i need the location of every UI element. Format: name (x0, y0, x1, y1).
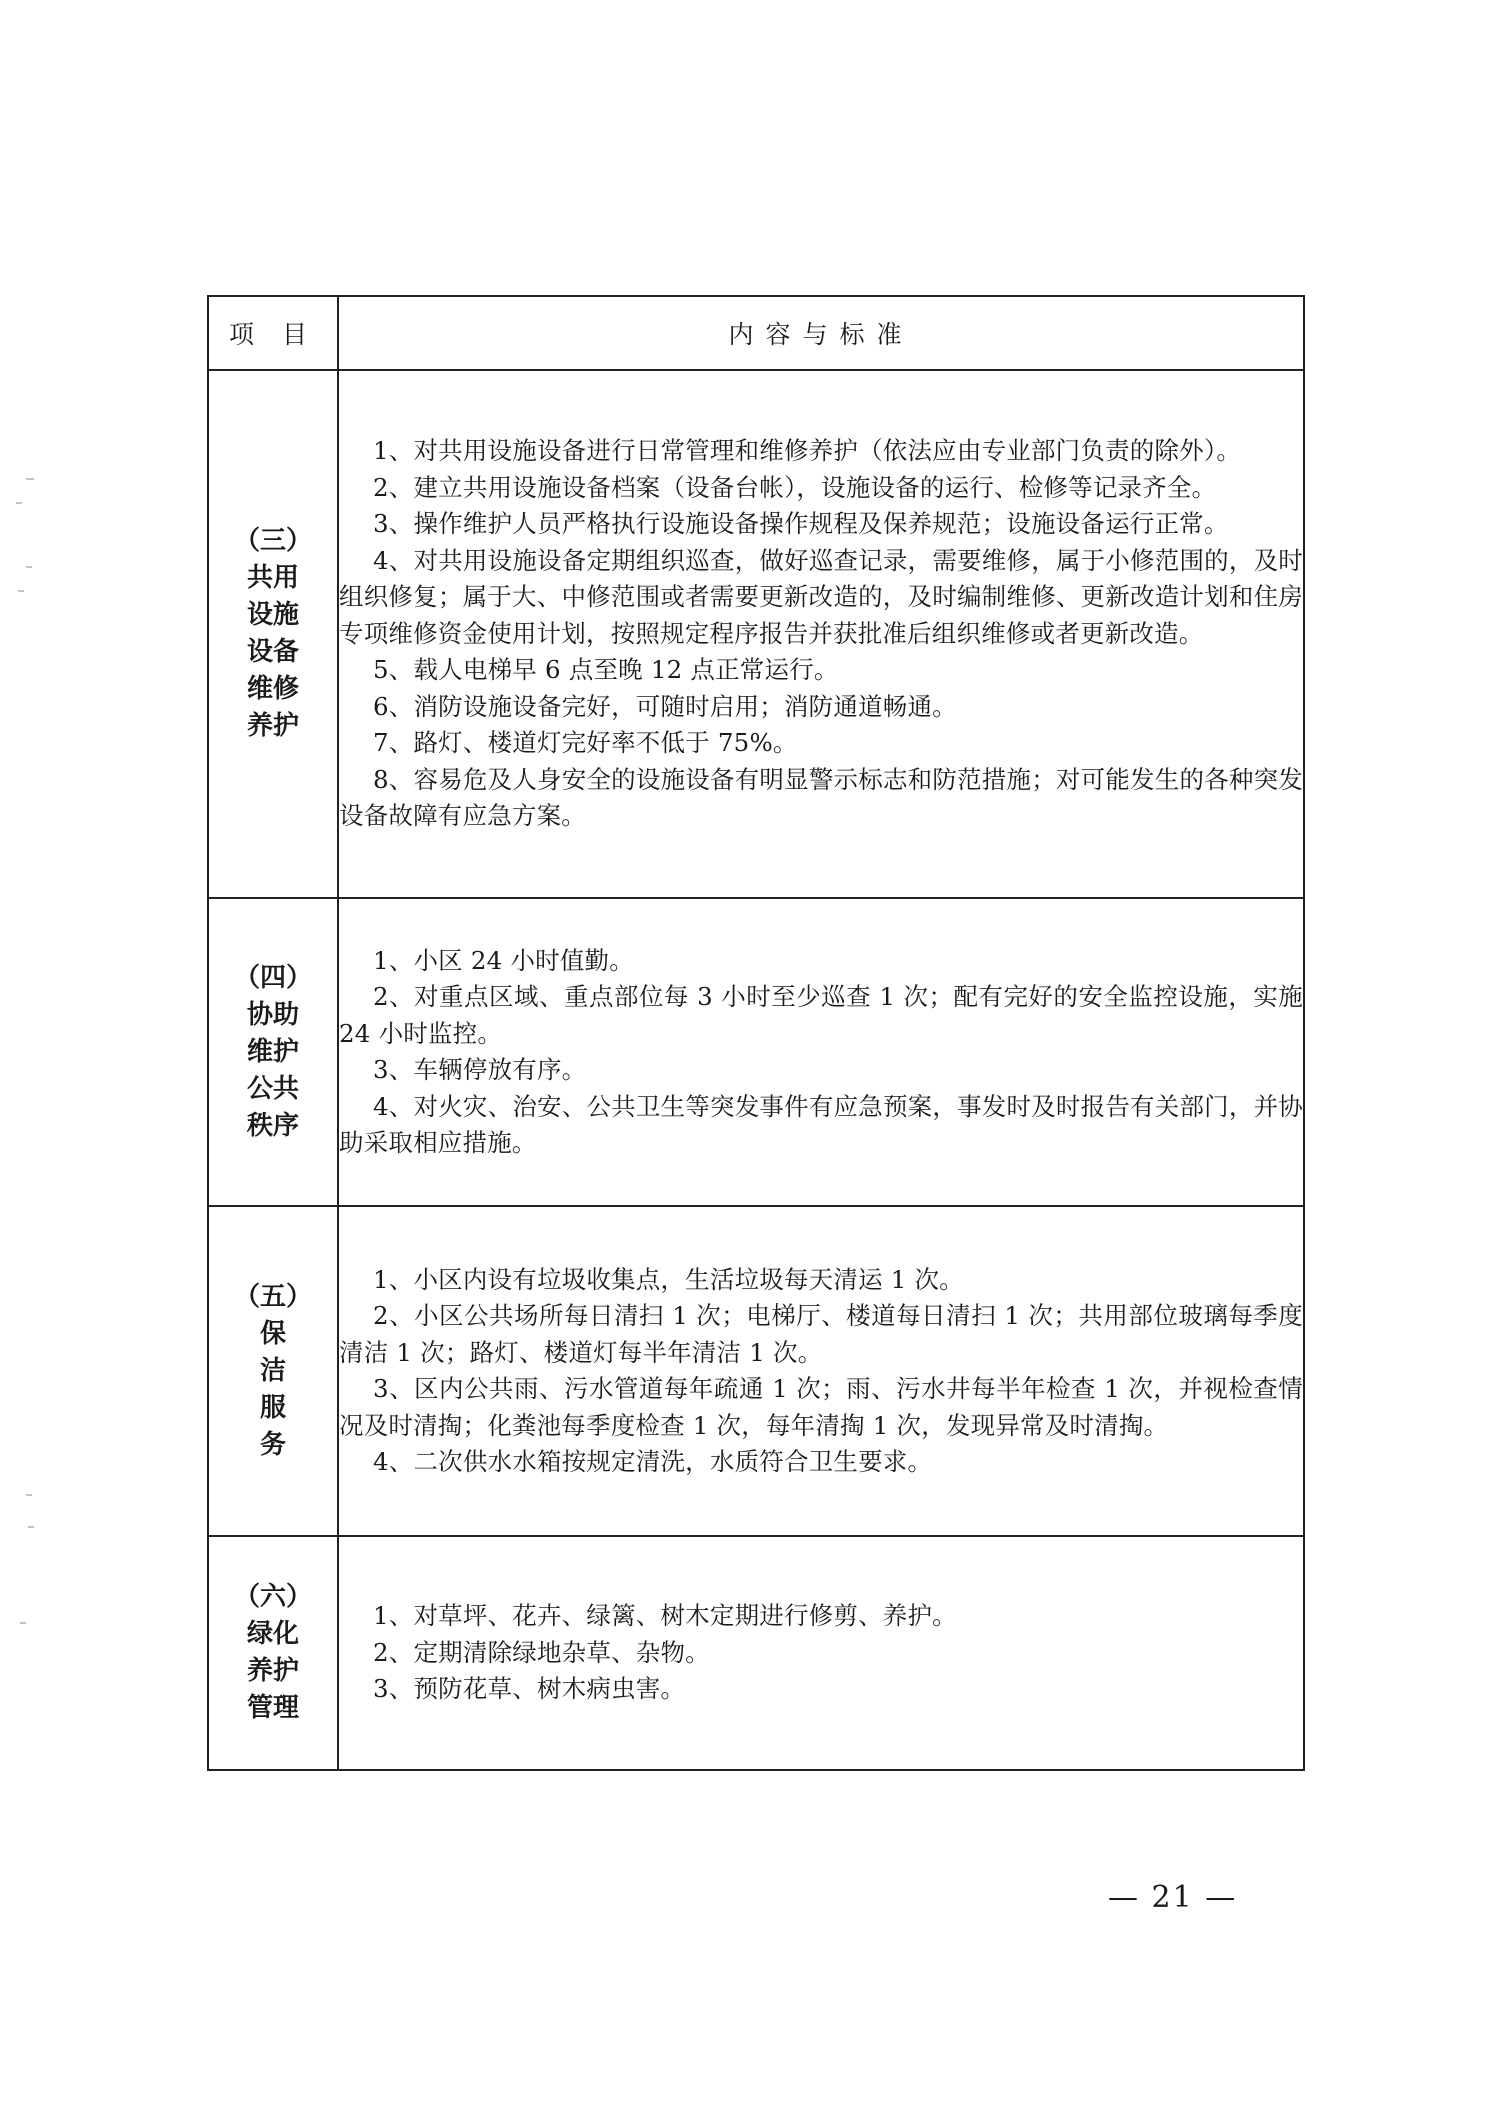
item-cell (208, 1206, 338, 1536)
item-number: （三） (233, 526, 312, 556)
standard-paragraph: 1、小区 24 小时值勤。 (373, 945, 634, 975)
page-number: — 21 — (1108, 1880, 1238, 1915)
standard-paragraph: 2、定期清除绿地杂草、杂物。 (373, 1637, 710, 1667)
scan-mark (18, 590, 24, 592)
standard-paragraph: 5、载人电梯早 6 点至晚 12 点正常运行。 (373, 655, 839, 685)
item-title-line: 养护 (246, 711, 299, 741)
standard-paragraph: 6、消防设施设备完好，可随时启用；消防通道畅通。 (373, 691, 957, 721)
table-row (208, 370, 1304, 898)
standard-paragraph: 3、操作维护人员严格执行设施设备操作规程及保养规范；设施设备运行正常。 (373, 509, 1229, 539)
item-title-line: 设施 (246, 600, 299, 630)
header-item: 项 目 (208, 296, 338, 370)
item-title-line: 秩序 (246, 1110, 299, 1141)
standard-paragraph: 3、区内公共雨、污水管道每年疏通 1 次；雨、污水井每半年检查 1 次，并视检查情况及时清掏；化粪池每季度检查 1 次，每年清掏 1 次，发现异常及时清掏。 (339, 1374, 1303, 1440)
item-title-line: 绿化 (246, 1619, 299, 1649)
item-title-line: 务 (259, 1429, 286, 1460)
item-title-line: 服 (259, 1392, 286, 1423)
item-title-line: 共用 (246, 563, 299, 593)
table-header-row (208, 296, 1304, 370)
header-content: 内容与标准 (338, 296, 1304, 370)
content-cell (338, 1536, 1304, 1770)
item-title-line: 公共 (246, 1073, 299, 1104)
scan-mark (28, 1526, 34, 1528)
content-cell (338, 1206, 1304, 1536)
scan-mark (26, 566, 32, 568)
item-cell (208, 1536, 338, 1770)
scan-mark (16, 502, 22, 504)
item-cell (208, 898, 338, 1206)
scan-mark (26, 478, 34, 480)
item-number: （六） (233, 1582, 312, 1612)
content-cell (338, 898, 1304, 1206)
standard-paragraph: 4、二次供水水箱按规定清洗，水质符合卫生要求。 (373, 1447, 933, 1476)
standard-paragraph: 4、对共用设施设备定期组织巡查，做好巡查记录，需要维修，属于小修范围的，及时组织修复；属于大、中修范围或者需要更新改造的，及时编制维修、更新改造计划和住房专项维修资金使用计划，按照规定程序报告并获批准后组织维修或者更新改造。 (339, 545, 1303, 648)
standard-paragraph: 2、对重点区域、重点部位每 3 小时至少巡查 1 次；配有完好的安全监控设施，实施 24 小时监控。 (339, 982, 1303, 1048)
table-row (208, 898, 1304, 1206)
standard-paragraph: 3、车辆停放有序。 (373, 1055, 587, 1084)
item-number: （四） (233, 962, 312, 993)
scan-mark (26, 1494, 32, 1496)
standard-paragraph: 1、对草坪、花卉、绿篱、树木定期进行修剪、养护。 (373, 1601, 957, 1631)
standard-paragraph: 4、对火灾、治安、公共卫生等突发事件有应急预案，事发时及时报告有关部门，并协助采取相应措施。 (339, 1091, 1303, 1157)
standard-paragraph: 3、预防花草、树木病虫害。 (373, 1674, 686, 1704)
item-title-line: 维护 (246, 1036, 299, 1067)
standard-paragraph: 2、小区公共场所每日清扫 1 次；电梯厅、楼道每日清扫 1 次；共用部位玻璃每季度清洁 1 次；路灯、楼道灯每半年清洁 1 次。 (339, 1301, 1303, 1367)
item-title-line: 养护 (246, 1656, 299, 1686)
standard-paragraph: 2、建立共用设施设备档案（设备台帐），设施设备的运行、检修等记录齐全。 (373, 472, 1217, 502)
item-title-line: 洁 (259, 1355, 286, 1386)
item-title-line: 维修 (246, 674, 299, 704)
content-cell (338, 370, 1304, 898)
item-number: （五） (233, 1281, 312, 1312)
standard-paragraph: 7、路灯、楼道灯完好率不低于 75%。 (373, 728, 798, 758)
item-cell (208, 370, 338, 898)
item-title-line: 协助 (246, 999, 299, 1030)
table-row (208, 1206, 1304, 1536)
standards-table (207, 295, 1305, 1771)
scan-mark (20, 1622, 26, 1624)
standard-paragraph: 1、对共用设施设备进行日常管理和维修养护（依法应由专业部门负责的除外）。 (373, 436, 1242, 466)
standard-paragraph: 8、容易危及人身安全的设施设备有明显警示标志和防范措施；对可能发生的各种突发设备故障有应急方案。 (339, 764, 1303, 831)
item-title-line: 设备 (246, 637, 299, 667)
table-row (208, 1536, 1304, 1770)
item-title-line: 管理 (246, 1693, 299, 1723)
item-title-line: 保 (259, 1318, 286, 1349)
standard-paragraph: 1、小区内设有垃圾收集点，生活垃圾每天清运 1 次。 (373, 1264, 964, 1294)
